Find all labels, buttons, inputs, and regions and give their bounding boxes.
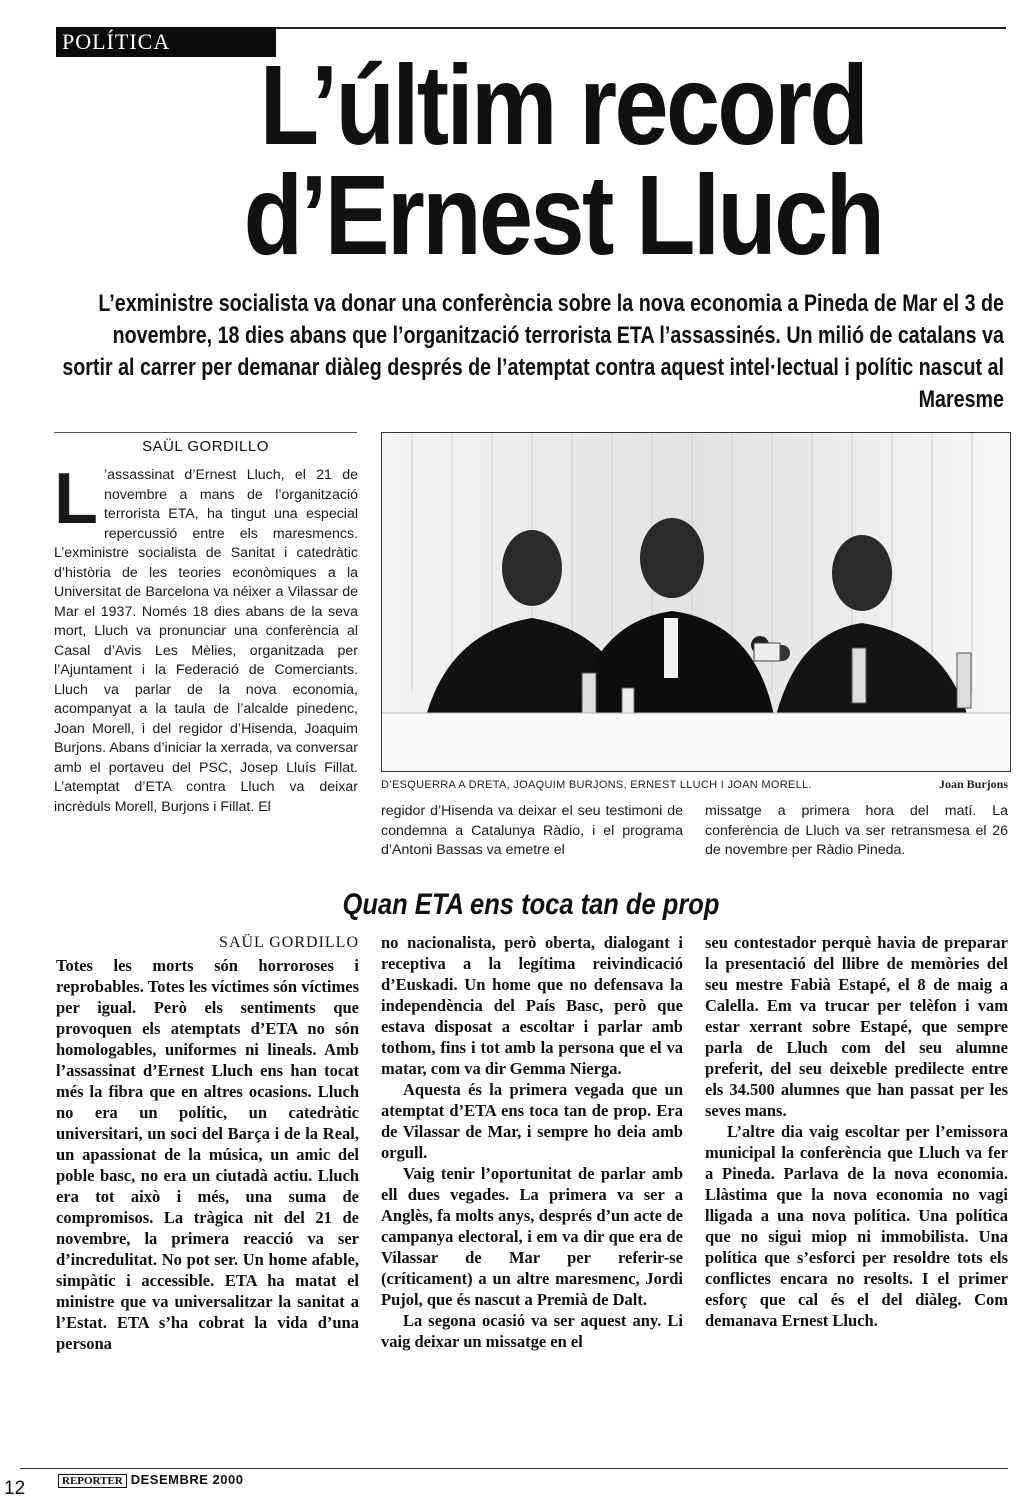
opinion-byline: SAÜL GORDILLO [219,934,359,951]
opinion-paragraph: Totes les morts són horroroses i reprobables. Totes les víctimes són víctimes per igual. Però els sentiments que provoquen els atemptats d’ETA no són homologables, uniformes ni lineals. Amb l’assassinat d’Ernest Lluch ens han tocat més la fibra que en altres ocasions. Lluch no era un polític, un catedràtic universitari, un soci del Barça i de la Real, un apassionat de la música, un amic del poble basc, no era un ciutadà actiu. Lluch era tot això i més, una suma de compromisos. La tràgica nit del 21 de novembre, la primera reacció va ser d’incredulitat. No pot ser. Un home afable, simpàtic i accessible. ETA ha matat el ministre que va universalitzar la sanitat a l’Estat. ETA s’ha cobrat la vida d’una persona [56,956,359,1353]
subhead: L’exministre socialista va donar una conferència sobre la nova economia a Pineda de Mar el 3 de novembre, 18 dies abans que l’organització terrorista ETA l’assassinés. Un milió de catalans va sortir al carrer per demanar diàleg després de l’atemptat contra aquest intel·lectual i polític nascut al Maresme [62,290,1004,413]
opinion-paragraph: seu contestador perquè havia de preparar la presentació del llibre de memòries del seu mestre Fabià Estapé, el 8 de maig a Calella. Em va trucar per telèfon i vam estar xerrant sobre Estapé, que sempre parla de Lluch com del seu alumne preferit, del seu deixeble predilecte entre els 34.500 alumnes que han passat per les seves mans. [705,933,1008,1120]
opinion-paragraph: La segona ocasió va ser aquest any. Li vaig deixar un missatge en el [381,1311,683,1351]
page-footer [58,1472,243,1487]
opinion-paragraph: Vaig tenir l’oportunitat de parlar amb ell dues vegades. La primera va ser a Anglès, fa molts anys, després d’un acte de campanya electoral, i em va dir que era de Vilassar de Mar per referir-se (críticament) a un altre maresmenc, Jordi Pujol, que és nascut a Premià de Dalt. [381,1164,683,1309]
footer-rule [20,1468,1008,1469]
headline-line-2: d’Ernest Lluch [243,152,883,278]
top-rule [276,27,1006,29]
article-column-1 [54,459,358,817]
article-column-1-text: ’assassinat d’Ernest Lluch, el 21 de novembre a mans de l’organització terrorista ETA, ha tingut una especial repercussió entre els maresmencs. L’exministre socialista de Sanitat i catedràtic d’història de les teories econòmiques a la Universitat de Barcelona va néixer a Vilassar de Mar el 1937. Només 18 dies abans de la seva mort, Lluch va pronunciar una conferència al Casal d’Avis Les Mèlies, organitzada per l’Ajuntament i la Federació de Comerciants. Lluch va parlar de la nova economia, acompanyat a la taula de l’alcalde pinedenc, Joan Morell, i del regidor d’Hisenda, Joaquim Burjons. Abans d’iniciar la xerrada, va conversar amb el portaveu del PSC, Josep Lluís Fillat. L’atemptat d’ETA contra Lluch va deixar incrèduls Morell, Burjons i Fillat. El [54,467,358,815]
opinion-paragraph: no nacionalista, però oberta, dialogant i receptiva a la legítima reivindicació d’Euskadi. Un home que no defensava la independència del País Basc, però que estava disposat a escoltar i parlar amb tothom, fins i tot amb la persona que el va matar, com va dir Gemma Nierga. [381,933,683,1078]
byline-rule [54,432,357,433]
opinion-paragraph: L’altre dia vaig escoltar per l’emissora municipal la conferència que Lluch va fer a Pineda. Parlava de la nova economia. Llàstima que la nova economia no vagi lligada a una nova política. Una política que no sigui miop ni immobilista. Una política que s’esforci per resoldre tots els conflictes encara no resolts. I el primer esforç que cal és el del diàleg. Com demanava Ernest Lluch. [705,1122,1008,1330]
opinion-column-3 [705,932,1008,1331]
magazine-logo: REPORTER [58,1474,127,1488]
photo-caption: D’ESQUERRA A DRETA, JOAQUIM BURJONS, ERNEST LLUCH I JOAN MORELL. [381,779,812,791]
section-label: POLÍTICA [56,27,276,57]
headline [182,42,944,278]
opinion-title: Quan ETA ens toca tan de prop [342,888,720,921]
issue-date: DESEMBRE 2000 [130,1472,244,1487]
article-byline: SAÜL GORDILLO [142,438,269,455]
photo-illustration [382,433,1010,771]
press-conference-photo [381,432,1011,772]
opinion-column-1 [56,932,359,1354]
article-column-3: missatge a primera hora del matí. La conferència de Lluch va ser retransmesa el 26 de novembre per Ràdio Pineda. [705,803,1008,858]
page-number: 12 [4,1478,26,1499]
headline-line-1: L’últim record [259,42,867,168]
drop-cap: L [54,459,98,539]
photo-credit: Joan Burjons [938,777,1008,791]
opinion-paragraph: Aquesta és la primera vegada que un atemptat d’ETA ens toca tan de prop. Era de Vilassar de Mar, i sempre ho deia amb orgull. [381,1080,683,1162]
opinion-column-2 [381,932,683,1352]
article-column-2: regidor d’Hisenda va deixar el seu testimoni de condemna a Catalunya Ràdio, i el programa d’Antoni Bassas va emetre el [381,803,683,858]
